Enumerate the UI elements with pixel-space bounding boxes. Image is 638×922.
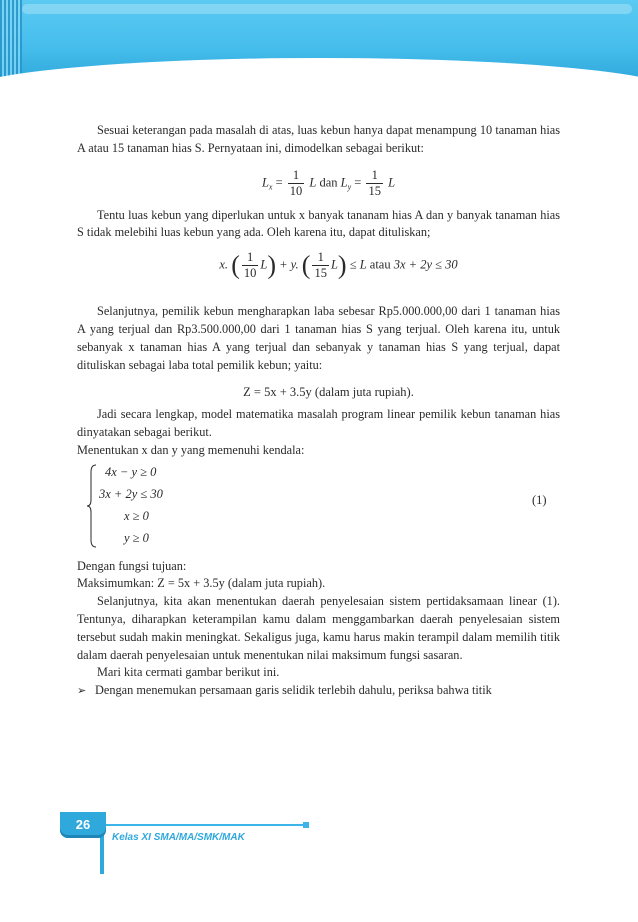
formula-lx-sub: x — [268, 181, 273, 191]
formula-x-dot: x. — [219, 257, 229, 272]
bullet-text: Dengan menemukan persamaan garis selidik terlebih dahulu, periksa bahwa titik — [95, 683, 492, 698]
page-number: 26 — [75, 817, 91, 832]
page-content — [77, 122, 560, 701]
constraint-row-2: 3x + 2y ≤ 30 — [99, 486, 163, 501]
formula-plus-y: + y. — [279, 257, 299, 272]
page-footer — [0, 806, 638, 922]
formula-lx: L — [261, 174, 269, 189]
formula-dan: dan — [319, 174, 338, 189]
header-band-gloss — [22, 4, 632, 14]
fraction-one-tenth: $\frac{1}{10}$ — [289, 167, 303, 198]
formula-leq-L: ≤ L — [349, 257, 367, 272]
formula-L-4: L — [330, 257, 338, 272]
footer-rule — [98, 824, 306, 826]
paragraph-5: Menentukan x dan y yang memenuhi kendala: — [77, 442, 305, 457]
formula-constraint — [77, 250, 560, 281]
constraint-row-3: x ≥ 0 — [124, 508, 149, 523]
formula-atau: atau — [369, 257, 391, 272]
paragraph-1: Sesuai keterangan pada masalah di atas, luas kebun hanya dapat menampung 10 tanaman hias A atau 15 tanaman hias S. Pernyataan ini, dimodelkan sebagai berikut: — [77, 123, 560, 155]
header-band — [0, 0, 638, 92]
paren-open-2: ( — [301, 250, 311, 280]
paragraph-3: Selanjutnya, pemilik kebun mengharapkan laba sebesar Rp5.000.000,00 dari 1 tanaman hias A yang terjual dan Rp3.500.000,00 dari 1 tanaman hias S yang terjual. Oleh karena itu, untuk sebanyak x tanaman hias A yang terjual dan sebanyak y tanaman hias S yang terjual, dapat dituliskan sebagai laba total pemilik kebun; yaitu: — [77, 304, 560, 372]
equation-number: (1) — [532, 492, 547, 507]
formula-eq-2: = — [354, 174, 362, 189]
formula-ly-sub: y — [347, 181, 352, 191]
fraction-one-tenth-2: $\frac{1}{10}$ — [243, 250, 257, 281]
paragraph-8: Selanjutnya, kita akan menentukan daerah penyelesaian sistem pertidaksamaan linear (1). Tentunya, diharapkan keterampilan kamu dalam menggambarkan daerah penyelesaian sistem tersebut sudah makin meningkat. Sekaligus juga, kamu harus makin terampil dalam memilih titik dalam daerah penyelesaian untuk menentukan nilai maksimum fungsi sasaran. — [77, 594, 560, 662]
formula-lx-ly — [77, 168, 560, 199]
bullet-item — [77, 682, 560, 701]
formula-eq-1: = — [275, 174, 283, 189]
fraction-one-fifteenth-2: $\frac{1}{15}$ — [314, 250, 327, 281]
formula-rhs: 3x + 2y ≤ 30 — [393, 257, 458, 272]
paragraph-9: Mari kita cermati gambar berikut ini. — [97, 665, 280, 680]
formula-L-2: L — [388, 174, 396, 189]
paren-close-2: ) — [337, 250, 347, 280]
constraint-system — [77, 462, 560, 550]
paren-open-1: ( — [231, 250, 240, 280]
formula-L-3: L — [260, 257, 268, 272]
paragraph-2: Tentu luas kebun yang diperlukan untuk x banyak tananam hias A dan y banyak tanaman hias S tidak melebihi luas kebun yang ada. Oleh karena itu, dapat dituliskan; — [77, 207, 560, 240]
formula-ly: L — [340, 174, 348, 189]
paragraph-6: Dengan fungsi tujuan: — [77, 558, 187, 573]
paragraph-4: Jadi secara lengkap, model matematika masalah program linear pemilik kebun tanaman hias dinyatakan sebagai berikut. — [77, 407, 560, 439]
constraint-row-1: 4x − y ≥ 0 — [105, 464, 157, 479]
arrow-bullet-icon: ➢ — [77, 685, 87, 698]
brace-icon — [87, 464, 97, 548]
formula-objective: Z = 5x + 3.5y (dalam juta rupiah). — [243, 385, 414, 400]
paren-close-1: ) — [267, 250, 276, 280]
formula-L-1: L — [309, 174, 317, 189]
paragraph-7: Maksimumkan: Z = 5x + 3.5y (dalam juta rupiah). — [77, 576, 326, 591]
fraction-one-fifteenth: $\frac{1}{15}$ — [368, 167, 381, 198]
constraint-row-4: y ≥ 0 — [124, 530, 149, 545]
footer-book-label: Kelas XI SMA/MA/SMK/MAK — [112, 832, 245, 843]
footer-rule-end — [303, 822, 309, 828]
